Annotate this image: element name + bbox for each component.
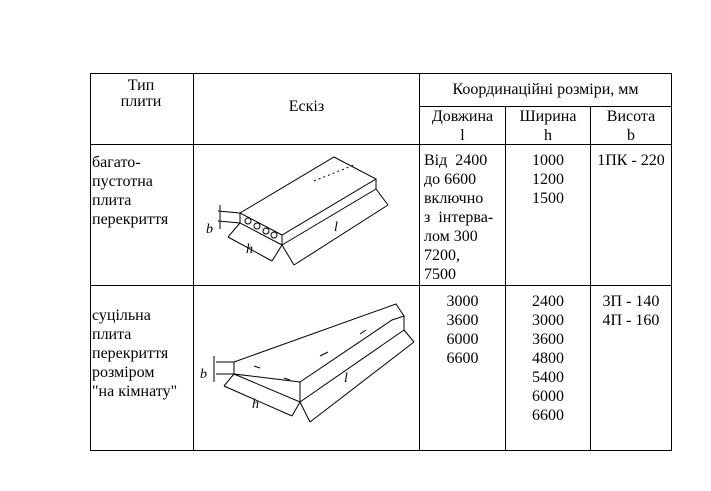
sketch2-label-h: h — [252, 397, 259, 412]
row2-width: 2400 3000 3600 4800 5400 6000 6600 — [532, 293, 564, 424]
row2-height: 3П - 140 4П - 160 — [602, 293, 660, 329]
row1-length: Від 2400 до 6600 включно з інтерва- лом 300 7200, 7500 — [424, 152, 494, 283]
grid-line — [90, 73, 91, 451]
sketch1-label-l: l — [334, 220, 338, 235]
sketch2-label-l: l — [344, 371, 348, 386]
header-height: Висота b — [606, 108, 656, 144]
sketch2-label-b: b — [200, 367, 207, 382]
header-coordination-sizes: Координаційні розміри, мм — [452, 81, 639, 98]
slab-table — [90, 73, 672, 451]
hollow-core-slab-sketch — [194, 145, 419, 285]
row1-height: 1ПК - 220 — [597, 152, 665, 169]
grid-line — [90, 73, 672, 74]
row1-slab-type: багато- пустотна плита перекриття — [92, 154, 169, 228]
row2-length: 3000 3600 6000 6600 — [446, 293, 479, 367]
grid-line — [671, 73, 672, 451]
row2-slab-type: суцільна плита перекриття розміром "на кімнату" — [92, 307, 178, 400]
sketch1-label-b: b — [206, 222, 213, 237]
header-width: Ширина h — [519, 108, 577, 144]
solid-room-slab-sketch — [194, 286, 419, 450]
header-slab-type: Тип плити — [120, 77, 162, 110]
sketch1-label-h: h — [246, 242, 253, 257]
header-sketch: Ескіз — [288, 98, 325, 115]
row1-width: 1000 1200 1500 — [532, 152, 564, 207]
grid-line — [90, 450, 672, 451]
header-length: Довжина l — [431, 108, 494, 144]
